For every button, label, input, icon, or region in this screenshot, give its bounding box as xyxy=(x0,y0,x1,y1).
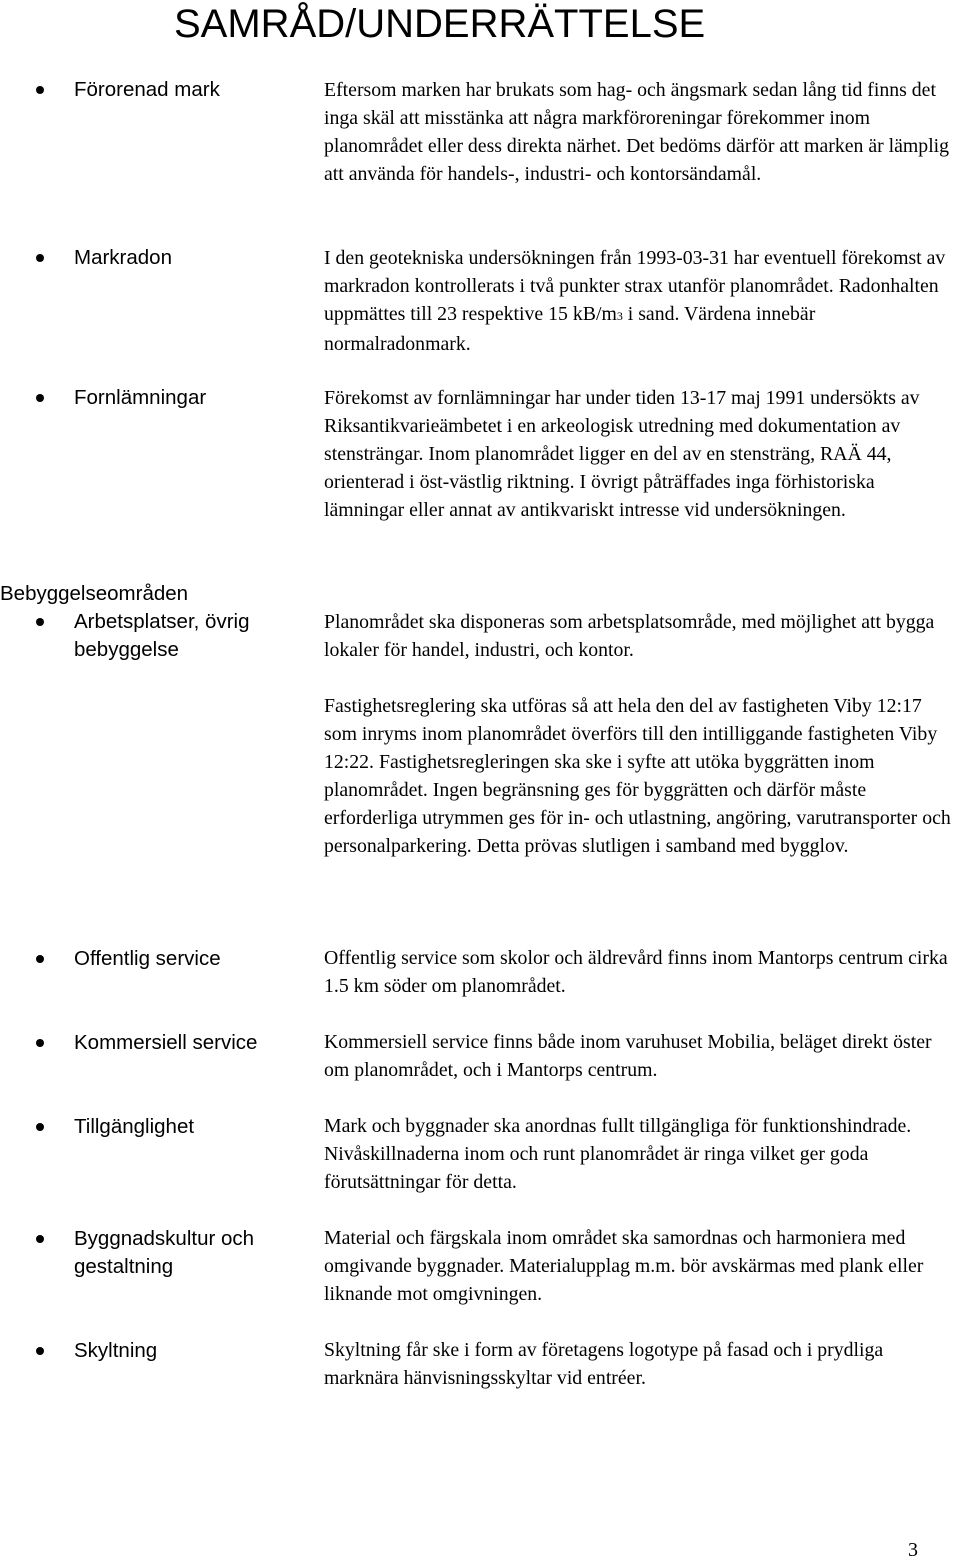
bullet-icon xyxy=(36,86,44,94)
section-label-kommersiell-service: Kommersiell service xyxy=(74,1031,258,1054)
section-label-skyltning: Skyltning xyxy=(74,1339,158,1362)
markradon-text-part2: i sand. Värdena innebär normalradonmark. xyxy=(324,303,816,355)
bullet-icon xyxy=(36,1347,44,1355)
section-text-offentlig-service: Offentlig service som skolor och äldrevård finns inom Mantorps centrum cirka 1.5 km söder om planområdet. xyxy=(324,947,948,997)
page-title: SAMRÅD/UNDERRÄTTELSE xyxy=(174,2,706,46)
page-number: 3 xyxy=(908,1539,918,1561)
bullet-icon xyxy=(36,254,44,262)
bullet-icon xyxy=(36,1123,44,1131)
bullet-icon xyxy=(36,955,44,963)
section-label-byggnadskultur-line2: gestaltning xyxy=(74,1255,174,1278)
section-text-fornlamningar: Förekomst av fornlämningar har under tiden 13-17 maj 1991 undersökts av Riksantikvarieämbetet i en arkeologisk utredning med dokumentation av stensträngar. Inom planområdet ligger en del av en stensträng, RAÄ 44, orienterad i öst-västlig riktning. I övrigt påträffades inga förhistoriska lämningar eller annat av antikvariskt intresse vid undersökningen. xyxy=(324,387,920,521)
section-label-fororenad-mark: Förorenad mark xyxy=(74,78,220,101)
section-text-arbetsplatser-1: Planområdet ska disponeras som arbetsplatsområde, med möjlighet att bygga lokaler för handel, industri, och kontor. xyxy=(324,611,935,661)
section-label-arbetsplatser-line2: bebyggelse xyxy=(74,638,179,661)
section-text-byggnadskultur: Material och färgskala inom området ska samordnas och harmoniera med omgivande byggnader. Materialupplag m.m. bör avskärmas med plank eller liknande mot omgivningen. xyxy=(324,1227,924,1305)
bullet-icon xyxy=(36,394,44,402)
unit-exponent: 3 xyxy=(616,309,623,323)
bullet-icon xyxy=(36,1039,44,1047)
section-text-skyltning: Skyltning får ske i form av företagens logotype på fasad och i prydliga marknära hänvisningsskyltar vid entréer. xyxy=(324,1339,884,1389)
bullet-icon xyxy=(36,1235,44,1243)
markradon-text-part1: I den geotekniska undersökningen från 1993-03-31 har eventuell förekomst av markradon kontrollerats i två punkter strax utanför planområdet. Radonhalten uppmättes till 23 respektive 15 kB/m xyxy=(324,247,946,325)
section-text-fororenad-mark: Eftersom marken har brukats som hag- och ängsmark sedan lång tid finns det inga skäl att misstänka att några markföroreningar förekommer inom planområdet eller dess direkta närhet. Det bedöms därför att marken är lämplig att använda för handels-, industri- och kontorsändamål. xyxy=(324,79,950,185)
section-heading-bebyggelseomraden: Bebyggelseområden xyxy=(0,582,189,605)
section-label-arbetsplatser-line1: Arbetsplatser, övrig xyxy=(74,610,250,633)
section-text-tillganglighet: Mark och byggnader ska anordnas fullt tillgängliga för funktionshindrade. Nivåskillnaderna inom och runt planområdet är ringa vilket ger goda förutsättningar för detta. xyxy=(324,1115,912,1193)
section-label-offentlig-service: Offentlig service xyxy=(74,947,221,970)
section-label-tillganglighet: Tillgänglighet xyxy=(74,1115,195,1138)
section-text-markradon xyxy=(324,244,958,358)
section-label-fornlamningar: Fornlämningar xyxy=(74,386,207,409)
bullet-icon xyxy=(36,618,44,626)
section-text-arbetsplatser-2: Fastighetsreglering ska utföras så att hela den del av fastigheten Viby 12:17 som inryms inom planområdet överförs till den intilliggande fastigheten Viby 12:22. Fastighetsregleringen ska ske i syfte att utöka byggrätten inom planområdet. Ingen begränsning ges för byggrätten och därför måste erforderliga utrymmen ges för in- och utlastning, angöring, varutransporter och personalparkering. Detta prövas slutligen i samband med bygglov. xyxy=(324,695,951,857)
section-label-markradon: Markradon xyxy=(74,246,172,269)
section-label-byggnadskultur-line1: Byggnadskultur och xyxy=(74,1227,255,1250)
section-text-kommersiell-service: Kommersiell service finns både inom varuhuset Mobilia, beläget direkt öster om planområdet, och i Mantorps centrum. xyxy=(324,1031,932,1081)
